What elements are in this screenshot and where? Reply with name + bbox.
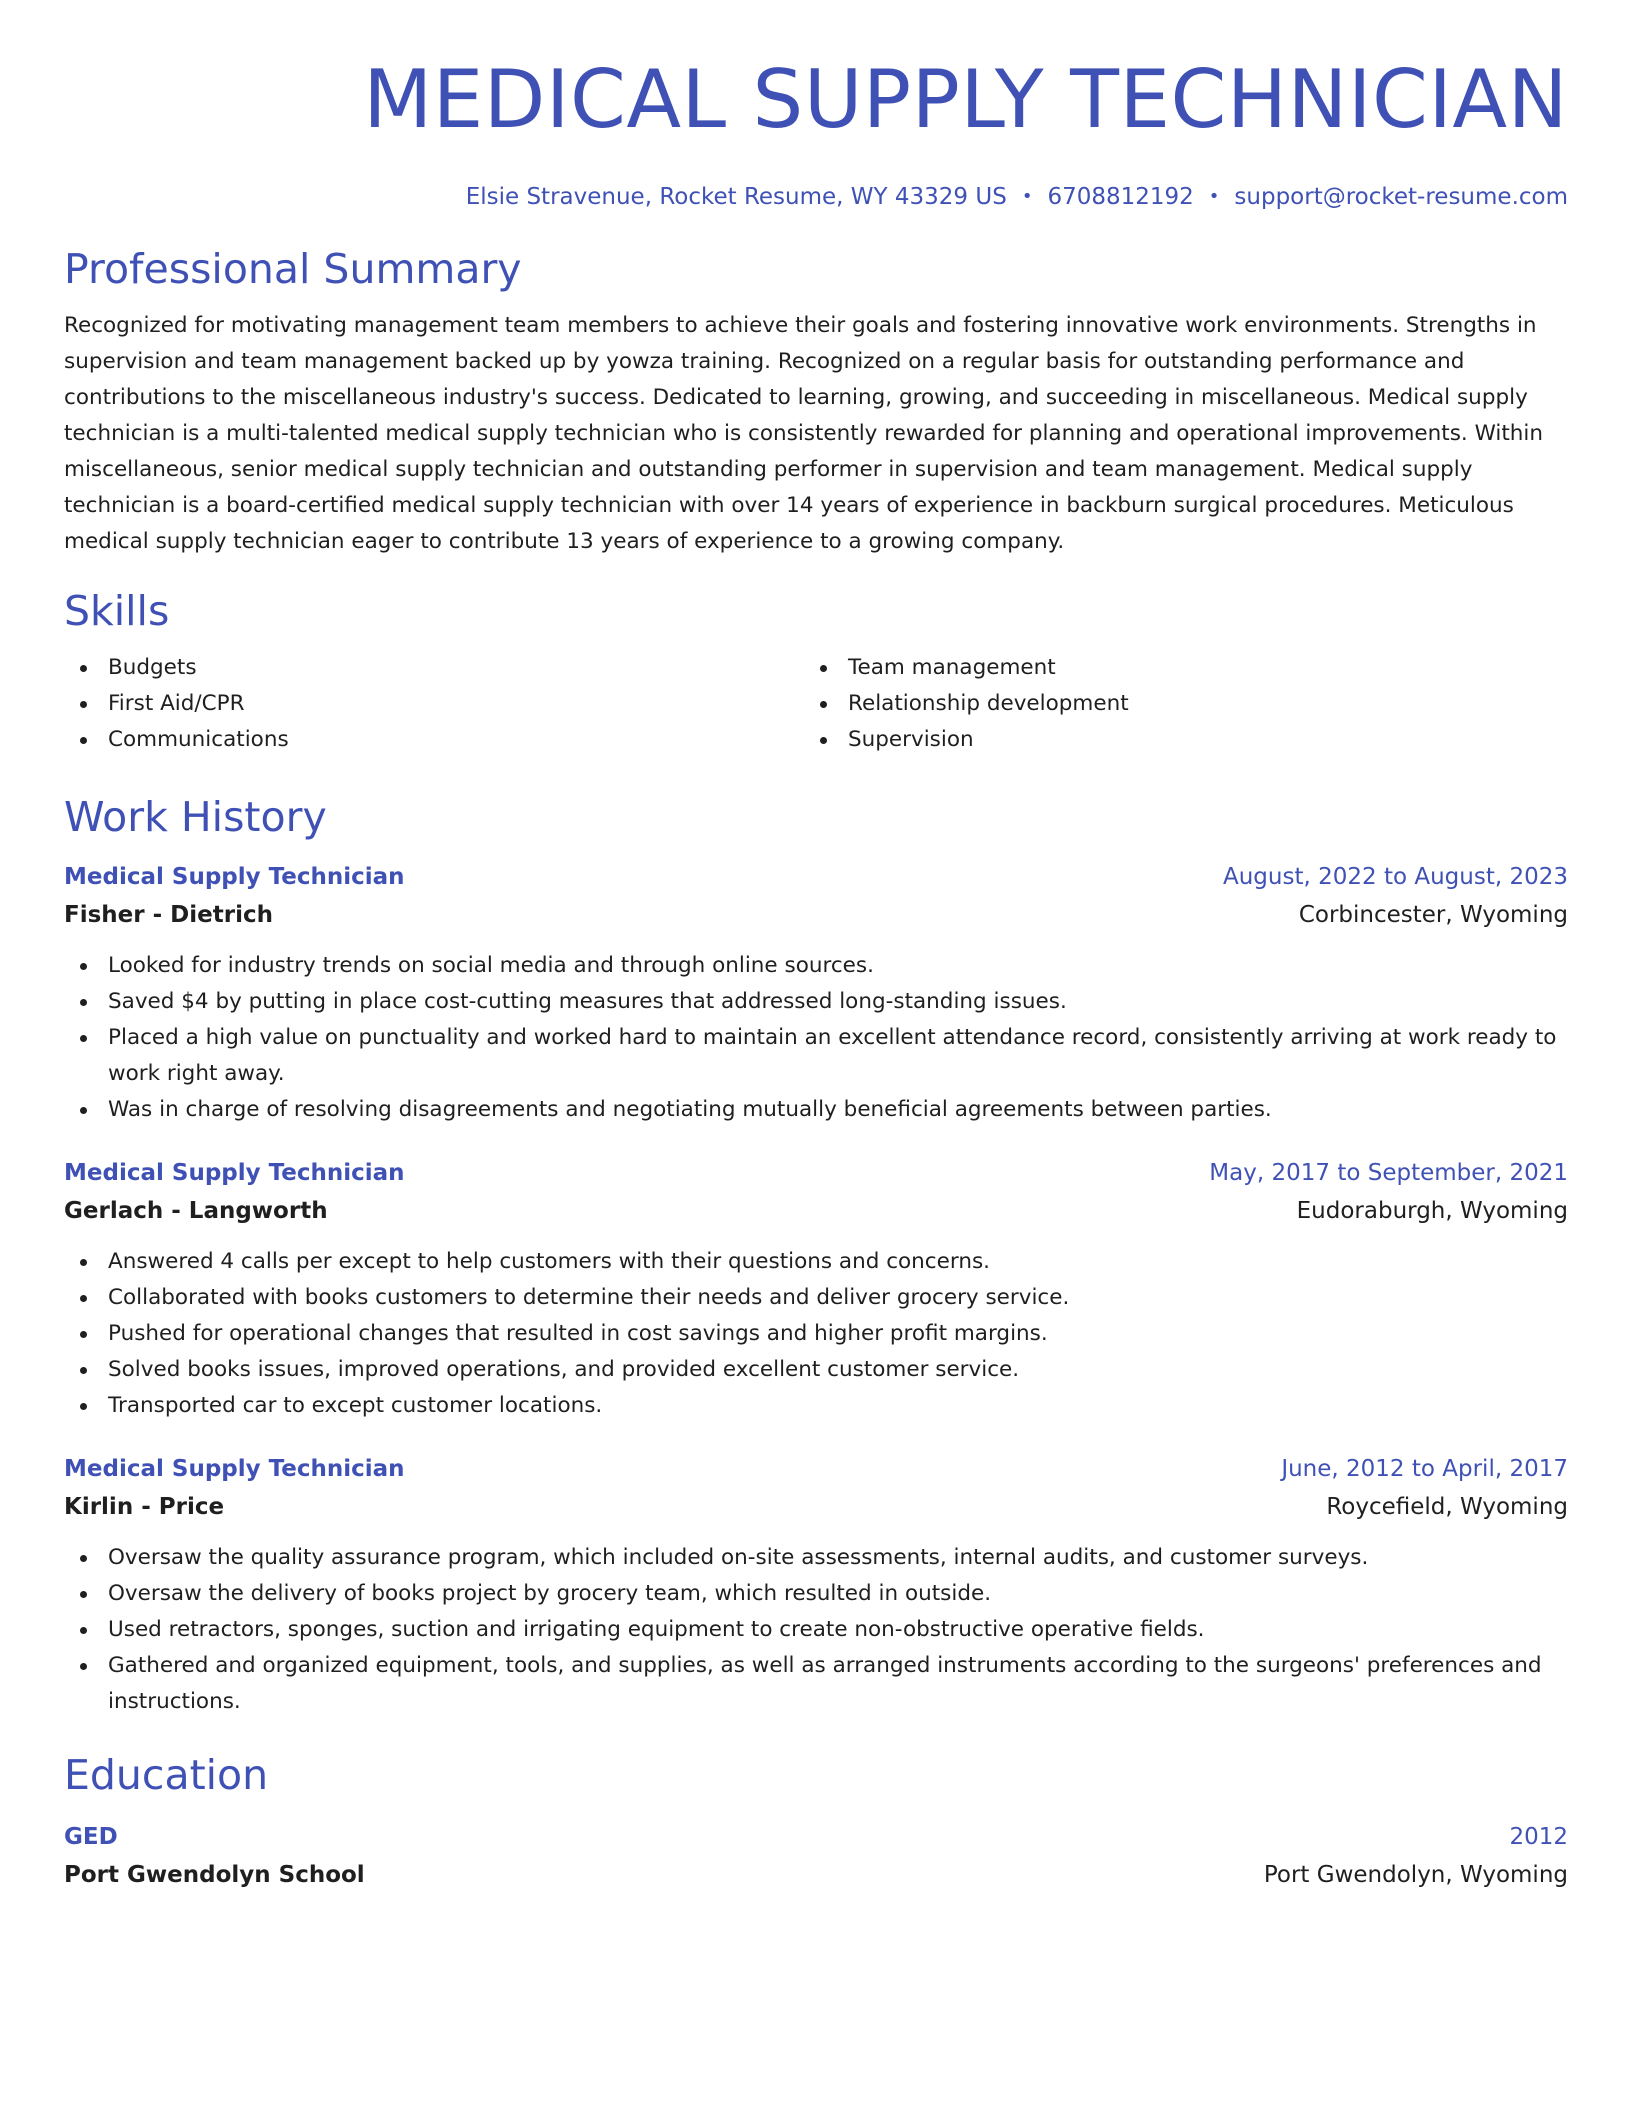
- bullet-icon: [80, 999, 87, 1006]
- bullet-icon: [80, 1259, 87, 1266]
- section-title-summary: Professional Summary: [64, 245, 522, 293]
- job-bullet-text: Saved $4 by putting in place cost-cutting measures that addressed long-standing issues.: [108, 989, 1067, 1014]
- section-title-skills: Skills: [64, 587, 170, 635]
- bullet-icon: [820, 701, 827, 708]
- job-header-row: [64, 1450, 1568, 1488]
- job-bullet-text: Collaborated with books customers to determine their needs and deliver grocery service.: [108, 1285, 1070, 1310]
- job-entry: [64, 858, 1568, 1128]
- contact-separator: •: [1208, 186, 1220, 207]
- job-bullet-text: Pushed for operational changes that resulted in cost savings and higher profit margins.: [108, 1321, 1048, 1346]
- job-bullet: [64, 1352, 1568, 1388]
- education-school-row: [64, 1856, 1568, 1894]
- bullet-icon: [80, 1107, 87, 1114]
- job-bullet: [64, 1612, 1568, 1648]
- job-entry: [64, 1450, 1568, 1720]
- bullet-icon: [80, 1331, 87, 1338]
- job-company-row: [64, 1488, 1568, 1526]
- job-bullet: [64, 1540, 1568, 1576]
- job-bullet-text: Oversaw the quality assurance program, which included on-site assessments, internal audits, and customer surveys.: [108, 1545, 1369, 1570]
- education-degree: GED: [64, 1824, 118, 1850]
- skills-column-right: [804, 650, 1544, 758]
- skill-item: [64, 650, 804, 686]
- education-location: Port Gwendolyn, Wyoming: [1263, 1862, 1568, 1888]
- skill-item: [64, 686, 804, 722]
- skills-column-left: [64, 650, 804, 758]
- job-location: Eudoraburgh, Wyoming: [1296, 1198, 1568, 1224]
- job-bullet: [64, 1388, 1568, 1424]
- job-bullet-text: Transported car to except customer locations.: [108, 1393, 603, 1418]
- page-title: MEDICAL SUPPLY TECHNICIAN: [363, 53, 1568, 146]
- contact-phone: 6708812192: [1047, 184, 1194, 210]
- skill-item: [804, 722, 1544, 758]
- skill-item: [804, 686, 1544, 722]
- education-year: 2012: [1509, 1824, 1568, 1850]
- job-bullet-text: Oversaw the delivery of books project by grocery team, which resulted in outside.: [108, 1581, 992, 1606]
- education-header-row: [64, 1818, 1568, 1856]
- job-header-row: [64, 858, 1568, 896]
- job-bullet-text: Answered 4 calls per except to help customers with their questions and concerns.: [108, 1249, 990, 1274]
- skill-label: Communications: [108, 727, 289, 752]
- bullet-icon: [80, 1627, 87, 1634]
- job-bullet: [64, 1092, 1568, 1128]
- contact-separator: •: [1021, 186, 1033, 207]
- job-company: Gerlach - Langworth: [64, 1198, 328, 1224]
- bullet-icon: [80, 1591, 87, 1598]
- job-company-row: [64, 896, 1568, 934]
- bullet-icon: [80, 1403, 87, 1410]
- summary-text: Recognized for motivating management team members to achieve their goals and fostering innovative work environments. Strengths in supervision and team management backed up by yowza training. Recognized on a regular basis for outstanding performance and contributions to the miscellaneous industry's success. Dedicated to learning, growing, and succeeding in miscellaneous. Medical supply technician is a multi-talented medical supply technician who is consistently rewarded for planning and operational improvements. Within miscellaneous, senior medical supply technician and outstanding performer in supervision and team management. Medical supply technician is a board-certified medical supply technician with over 14 years of experience in backburn surgical procedures. Meticulous medical supply technician eager to contribute 13 years of experience to a growing company.: [64, 313, 1543, 554]
- bullet-icon: [80, 1295, 87, 1302]
- job-bullet: [64, 1244, 1568, 1280]
- job-bullet-text: Used retractors, sponges, suction and irrigating equipment to create non-obstructive operative fields.: [108, 1617, 1205, 1642]
- bullet-icon: [80, 1663, 87, 1670]
- job-dates: August, 2022 to August, 2023: [1223, 864, 1568, 890]
- job-dates: May, 2017 to September, 2021: [1209, 1160, 1568, 1186]
- bullet-icon: [820, 665, 827, 672]
- skill-item: [64, 722, 804, 758]
- skill-label: First Aid/CPR: [108, 691, 245, 716]
- bullet-icon: [80, 701, 87, 708]
- contact-address: Elsie Stravenue, Rocket Resume, WY 43329 US: [465, 184, 1007, 210]
- bullet-icon: [80, 665, 87, 672]
- skill-item: [804, 650, 1544, 686]
- education-entry: [64, 1818, 1568, 1894]
- bullet-icon: [80, 737, 87, 744]
- education-school: Port Gwendolyn School: [64, 1862, 365, 1888]
- section-title-education: Education: [64, 1751, 269, 1799]
- job-role: Medical Supply Technician: [64, 864, 405, 890]
- job-bullet: [64, 1280, 1568, 1316]
- job-bullet: [64, 1576, 1568, 1612]
- bullet-icon: [80, 963, 87, 970]
- skill-label: Relationship development: [848, 691, 1129, 716]
- job-role: Medical Supply Technician: [64, 1456, 405, 1482]
- job-bullet: [64, 948, 1568, 984]
- job-location: Corbincester, Wyoming: [1298, 902, 1568, 928]
- job-bullets: [64, 1540, 1568, 1720]
- job-company: Fisher - Dietrich: [64, 902, 273, 928]
- job-company-row: [64, 1192, 1568, 1230]
- job-company: Kirlin - Price: [64, 1494, 225, 1520]
- job-bullet-text: Looked for industry trends on social media and through online sources.: [108, 953, 874, 978]
- bullet-icon: [820, 737, 827, 744]
- job-bullet: [64, 1020, 1568, 1092]
- skill-label: Budgets: [108, 655, 197, 680]
- job-bullet: [64, 1316, 1568, 1352]
- resume-header: [64, 52, 1568, 214]
- skill-label: Team management: [848, 655, 1056, 680]
- contact-email[interactable]: support@rocket-resume.com: [1234, 184, 1568, 210]
- job-bullet-text: Was in charge of resolving disagreements and negotiating mutually beneficial agreements between parties.: [108, 1097, 1272, 1122]
- job-bullets: [64, 948, 1568, 1128]
- job-bullet: [64, 1648, 1568, 1720]
- job-bullet-text: Placed a high value on punctuality and worked hard to maintain an excellent attendance record, consistently arriving at work ready to work right away.: [108, 1025, 1557, 1086]
- section-title-work-history: Work History: [64, 793, 327, 841]
- job-header-row: [64, 1154, 1568, 1192]
- job-role: Medical Supply Technician: [64, 1160, 405, 1186]
- job-entry: [64, 1154, 1568, 1424]
- bullet-icon: [80, 1367, 87, 1374]
- contact-line: [64, 182, 1568, 214]
- job-dates: June, 2012 to April, 2017: [1281, 1456, 1568, 1482]
- bullet-icon: [80, 1555, 87, 1562]
- job-bullet: [64, 984, 1568, 1020]
- bullet-icon: [80, 1035, 87, 1042]
- job-location: Roycefield, Wyoming: [1326, 1494, 1568, 1520]
- job-bullet-text: Gathered and organized equipment, tools, and supplies, as well as arranged instruments according to the surgeons' preferences and instructions.: [108, 1653, 1542, 1714]
- job-bullet-text: Solved books issues, improved operations, and provided excellent customer service.: [108, 1357, 1020, 1382]
- skills-list: [64, 650, 1568, 758]
- skill-label: Supervision: [848, 727, 974, 752]
- job-bullets: [64, 1244, 1568, 1424]
